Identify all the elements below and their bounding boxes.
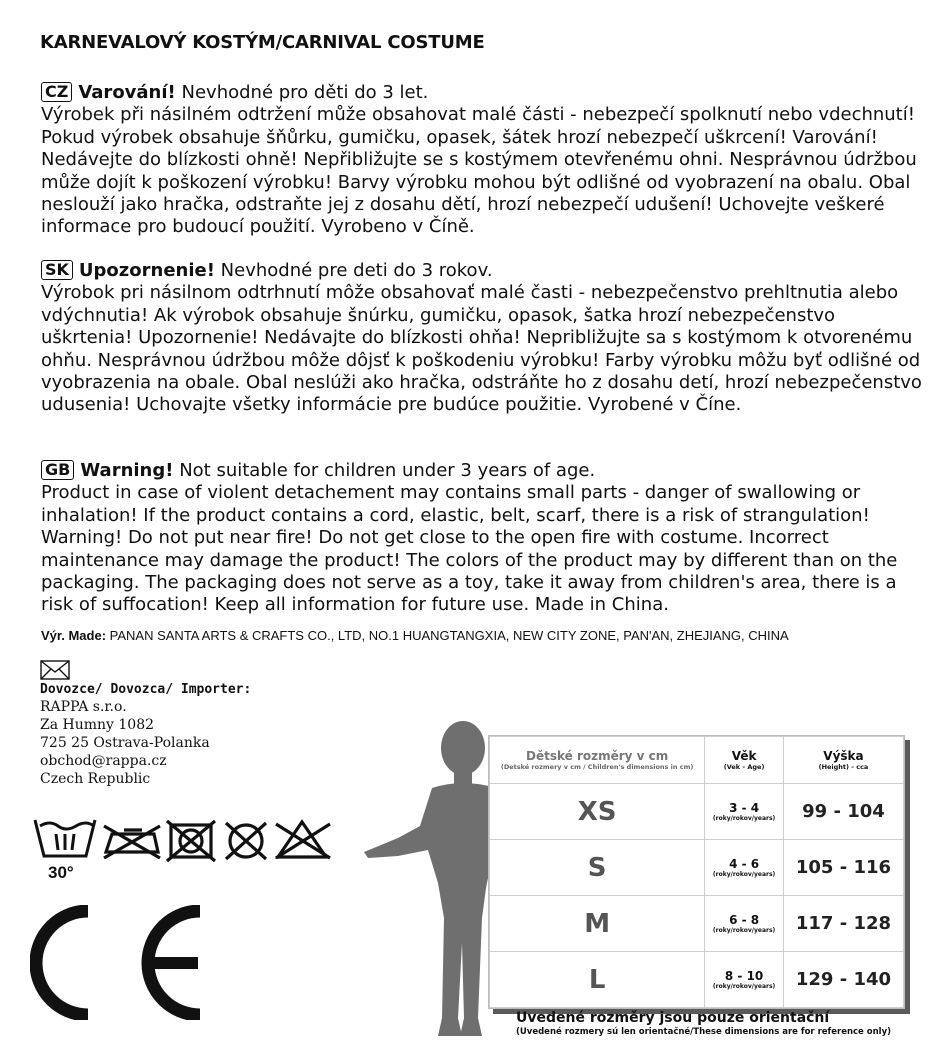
envelope-icon [40,660,70,680]
size-note-sub: (Uvedené rozmery sú len orientačné/These dimensions are for reference only) [516,1027,892,1037]
age-cell: 6 - 8 (roky/rokov/years) [705,896,784,952]
warning-section-gb [41,460,926,617]
header-size-sub: (Detské rozmery v cm / Children's dimensions in cm) [500,763,694,771]
table-row [490,952,904,1008]
importer-city: 725 25 Ostrava-Polanka [40,735,210,751]
care-symbols [32,812,342,887]
size-cell: S [490,840,705,896]
warning-first-gb: Not suitable for children under 3 years of age. [179,460,596,481]
wash-30-icon [35,820,95,856]
size-table-container [488,735,905,1009]
header-height-sub: (Height) - cca [818,763,869,771]
warning-section-sk [41,260,926,417]
no-iron-icon [104,826,160,858]
size-note: Uvedené rozměry jsou pouze orientační [516,1010,830,1026]
warning-first-cz: Nevhodné pro děti do 3 let. [181,82,429,103]
warning-body-gb: Product in case of violent detachement may contains small parts - danger of swallowing or inhalation! If the product contains a cord, elastic, belt, scarf, there is a risk of strangulation! Warning! Do not put near fire! Do not get close to the open fire with costume. Incorrect maintenance may damage the product! The colors of the product may by different than on the packaging. The packaging does not serve as a toy, take it away from children's area, there is a risk of suffocation! Keep all information for future use. Made in China. [41,482,898,616]
size-cell: XS [490,784,705,840]
lang-badge-gb: GB [41,460,74,480]
importer-label: Dovozce/ Dovozca/ Importer: [40,682,252,697]
warning-body-cz: Výrobek při násilném odtržení může obsahovat malé části - nebezpečí spolknutí nebo vdechnutí! Pokud výrobek obsahuje šňůrku, gumičku, opasek, šátek hrozí nebezpečí uškrcení! Varování! Nedávejte do blízkosti ohně! Nepřibližujte se s kostýmem otevřenému ohni. Nesprávnou údržbou může dojít k poškození výrobku! Barvy výrobku mohou být odlišné od vyobrazení na obalu. Obal neslouží jako hračka, odstraňte jej z dosahu dětí, hrozí nebezpečí udušení! Uchovejte veškeré informace pro budoucí použití. Vyrobeno v Číně. [41,104,917,238]
age-cell: 4 - 6 (roky/rokov/years) [705,840,784,896]
warning-first-sk: Nevhodné pre deti do 3 rokov. [220,260,493,281]
importer-company: RAPPA s.r.o. [40,699,127,715]
importer-country: Czech Republic [40,771,151,787]
size-cell: M [490,896,705,952]
wash-temp-label: 30° [48,863,74,882]
warning-section-cz [41,82,926,239]
table-row [490,784,904,840]
ce-mark-icon [30,905,210,1020]
lang-badge-cz: CZ [41,82,72,102]
manufacturer-text: PANAN SANTA ARTS & CRAFTS CO., LTD, NO.1 HUANGTANGXIA, NEW CITY ZONE, PAN'AN, ZHEJIANG, CHINA [109,628,789,643]
header-height: Výška (Height) - cca [783,737,903,784]
size-table [489,736,904,1008]
warning-heading-gb: Warning! [80,460,174,481]
manufacturer-line [41,628,789,643]
importer-street: Za Humny 1082 [40,717,155,733]
no-tumble-dry-icon [167,821,215,861]
age-cell: 3 - 4 (roky/rokov/years) [705,784,784,840]
warning-body-sk: Výrobok pri násilnom odtrhnutí môže obsahovať malé časti - nebezpečenstvo prehltnutia alebo vdýchnutia! Ak výrobok obsahuje šnúrku, gumičku, opasok, šatka hrozí nebezpečenstvo uškrtenia! Upozornenie! Nedávajte do blízkosti ohňa! Nepribližujte sa s kostýmom k otvorenému ohňu. Nesprávnou údržbou môže dôjsť k poškodeniu výrobku! Farby výrobku môžu byť odlišné od vyobrazenia na obale. Obal neslúži ako hračka, odstráňte ho z dosahu detí, hrozí nebezpečenstvo udusenia! Uchovajte všetky informácie pre budúce použitie. Vyrobené v Číne. [41,282,922,416]
height-cell: 129 - 140 [783,952,903,1008]
header-age-sub: (Vek - Age) [723,763,765,771]
size-cell: L [490,952,705,1008]
table-row [490,896,904,952]
no-dry-clean-icon [226,823,266,859]
lang-badge-sk: SK [41,260,73,280]
height-cell: 117 - 128 [783,896,903,952]
table-row [490,840,904,896]
header-age: Věk (Vek - Age) [705,737,784,784]
importer-email: obchod@rappa.cz [40,753,167,769]
no-bleach-icon [276,822,330,858]
header-size: Dětské rozměry v cm (Detské rozmery v cm / Children's dimensions in cm) [490,737,705,784]
importer-address [40,698,210,788]
page-title: KARNEVALOVÝ KOSTÝM/CARNIVAL COSTUME [40,32,485,53]
warning-heading-cz: Varování! [78,82,176,103]
manufacturer-label: Výr. Made: [41,628,107,643]
warning-heading-sk: Upozornenie! [78,260,215,281]
height-cell: 105 - 116 [783,840,903,896]
size-table-header [490,737,904,784]
height-cell: 99 - 104 [783,784,903,840]
age-cell: 8 - 10 (roky/rokov/years) [705,952,784,1008]
